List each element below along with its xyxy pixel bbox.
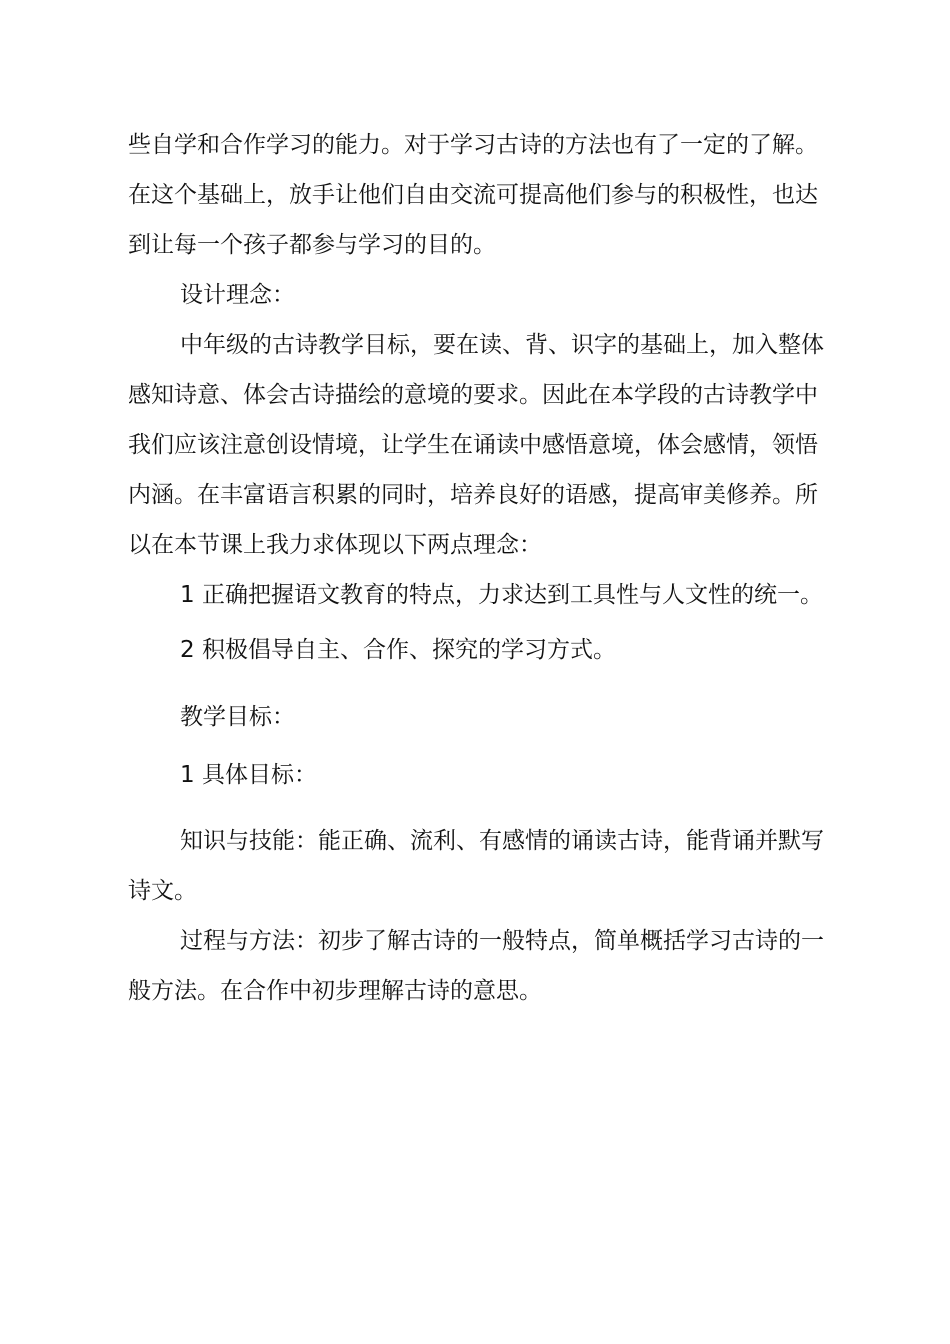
design-line-4: 内涵。在丰富语言积累的同时，培养良好的语感，提高审美修养。所 [128,482,818,508]
process-methods-line-2: 般方法。在合作中初步理解古诗的意思。 [128,978,542,1004]
intro-line-2: 在这个基础上，放手让他们自由交流可提高他们参与的积极性，也达 [128,182,818,208]
design-heading: 设计理念： [180,282,295,308]
design-line-2: 感知诗意、体会古诗描绘的意境的要求。因此在本学段的古诗教学中 [128,382,818,408]
design-line-1: 中年级的古诗教学目标，要在读、背、识字的基础上，加入整体 [180,332,824,358]
design-line-5: 以在本节课上我力求体现以下两点理念： [128,532,542,558]
principle-item-1: 1 正确把握语文教育的特点，力求达到工具性与人文性的统一。 [180,582,823,608]
principle-item-2: 2 积极倡导自主、合作、探究的学习方式。 [180,637,616,663]
knowledge-skills-line-1: 知识与技能：能正确、流利、有感情的诵读古诗，能背诵并默写 [180,828,824,854]
intro-line-1: 些自学和合作学习的能力。对于学习古诗的方法也有了一定的了解。 [128,132,818,158]
specific-goals-heading: 1 具体目标： [180,762,317,788]
process-methods-line-1: 过程与方法：初步了解古诗的一般特点，简单概括学习古诗的一 [180,928,824,954]
design-line-3: 我们应该注意创设情境，让学生在诵读中感悟意境，体会感情，领悟 [128,432,818,458]
intro-line-3: 到让每一个孩子都参与学习的目的。 [128,232,496,258]
knowledge-skills-line-2: 诗文。 [128,878,197,904]
goals-heading: 教学目标： [180,704,295,730]
